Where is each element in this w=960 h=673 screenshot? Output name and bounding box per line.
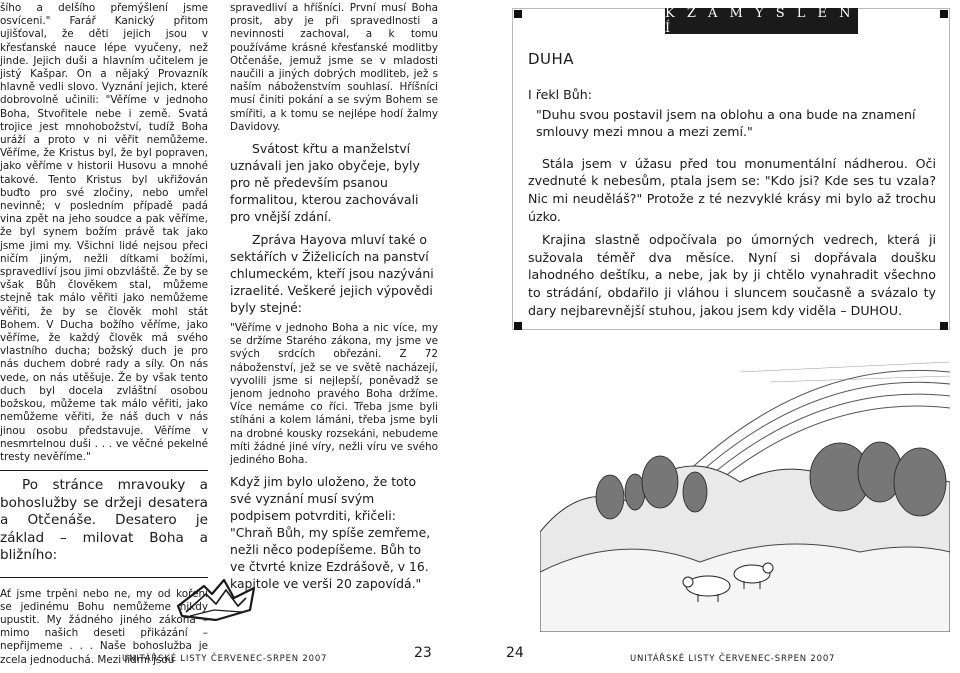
page-number-left: 23	[414, 645, 432, 661]
body-paragraph-large: Svátost křtu a manželství uznávali jen jako obyčeje, byly pro ně především psanou formalitou, kterou zachovávali pro vnější zdání.	[230, 141, 420, 225]
body-paragraph: spravedliví a hříšníci. První musí Boha prosit, aby je při spravedlnosti a nevinnosti zachoval, a k tomu používáme krásné křesťanské modlitby Otčenáše, jemuž jsme se v mladosti naučili a jiných dobrých modliteb, jež s naším náboženstvím souhlasí. Hříšníci musí činiti pokání a se svým Bohem se smířiti, a k tomu se nejlépe hodí žalmy Davidovy.	[230, 2, 438, 133]
corner-square-icon	[940, 322, 948, 330]
pull-quote-text: Po stránce mravouky a bohoslužby se držeji desatera a Otčenáše. Desatero je základ – milovat Boha a bližního:	[0, 477, 208, 564]
page-number-right: 24	[506, 645, 524, 661]
body-paragraph-large: Když jim bylo uloženo, že toto své vyznání musí svým podpisem potvrditi, křičeli: "Chraň Bůh, my spíše zemřeme, nežli něco podepíšeme. Bůh to ve čtvrté knize Ezdrášově, v 16. kapitole ve verši 20 zapovídá."	[230, 474, 431, 592]
column-left-2	[230, 2, 438, 598]
article-body	[528, 86, 936, 325]
corner-square-icon	[514, 322, 522, 330]
body-paragraph: šího a delšího přemýšlení jsme osvíceni." Farář Kanický přitom ujišťoval, že děti jejich jsou v křesťanské nauce lépe vyučeny, než jinde. Jejich duši a hlavním učitelem je jistý Kašpar. On a nějaký Provazník hlavně vedli slovo. Vyznání jejich, které dobrovolně učinili: "Věříme v jednoho Boha, Stvořitele nebe i země. Svatá trojice jest mnohobožství, tudíž Boha uráží a proto v ni věřit nemůžeme. Věříme, že Kristus byl, že byl popraven, jako věříme v historii Husovu a mnohé takové. Tento Kristus byl ukřižován buďto pro své zločiny, nebo umřel nevinně; v posledním případě padá vina zpět na jeho soudce a pak věříme, že byl synem božím právě tak jako jsme jimi my. Všichni lidé nejsou přeci ničím jiným, nežli dítkami božími, spravedliví jsou jimi obzvláště. Že by se však Bůh člověkem stal, můžeme stejně tak málo věřiti jako nemůžeme věřiti, že by se člověk mohl stát Bohem. V Ducha božího věříme, jako věříme, že každý člověk má svého vlastního ducha; božský duch je pro nás duchem dobré rady a síly. On nás vede, on nás utěšuje. Že by však tento duch byl docela zvláštní osobou božskou, můžeme tak málo věřiti, jako nemůžeme věřiti, že náš duch v nás jinou osobu představuje. Věříme v nesmrtelnou duši . . . ve věčné pekelné tresty nevěříme."	[0, 2, 208, 463]
rainbow-landscape-illustration-icon	[540, 332, 950, 632]
section-banner: K Z A M Y Š L E N Í	[665, 8, 858, 34]
article-title: DUHA	[528, 50, 575, 68]
footer-left: UNITÁŘSKÉ LISTY ČERVENEC-SRPEN 2007	[122, 654, 328, 664]
bible-quote: "Duhu svou postavil jsem na oblohu a ona bude na znamení smlouvy mezi mnou a mezi zemí."	[536, 106, 916, 140]
body-paragraph: Krajina slastně odpočívala po úmorných vedrech, která ji sužovala téměř dva měsíce. Nyní si dopřávala doušku lahodného deštíku, a nebe, jak by ji chtělo vynahradit všechno to strádání, obdařilo ji vláhou i sluncem současně a svázalo ty dary nejbarevnější stuhou, jakou jsem kdy viděla – DUHOU.	[528, 232, 936, 318]
body-paragraph: Ať jsme trpěni nebo ne, my od koření se jedinému Bohu nemůžeme nikdy upustit. My žádného jiného zákona – mimo našich deseti přikázání – nepřijmeme . . . Naše bohoslužba je zcela jednoduchá. Mezi lidmi jsou	[0, 587, 208, 666]
corner-square-icon	[514, 10, 522, 18]
footer-right: UNITÁŘSKÉ LISTY ČERVENEC-SRPEN 2007	[630, 654, 836, 664]
body-paragraph-large: Zpráva Hayova mluví také o sektářích v Žiželicích na panství chlumeckém, kteří jsou nazýváni izraelité. Veškeré jejich výpovědi byly stejné:	[230, 232, 434, 316]
corner-square-icon	[940, 10, 948, 18]
body-paragraph: "Věříme v jednoho Boha a nic více, my se držíme Starého zákona, my jsme ve svých srdcích obřezáni. Z 72 náboženství, jež se ve světě nacházejí, vyvolili jsme si nejlepší, poněvadž se jenom jednoho pravého Boha držíme. Více nemáme co říci. Třeba jsme byli stíháni a kolem lámáni, třeba jsme byli na drobné kousky rozsekáni, nebudeme míti žádné jiné víry, nežli víru ve svého jediného Boha.	[230, 322, 438, 467]
lead-line: I řekl Bůh:	[528, 87, 593, 102]
column-left-1	[0, 2, 208, 673]
pull-quote	[0, 470, 208, 578]
decorative-crown-ornament-icon	[176, 576, 256, 626]
body-paragraph: Stála jsem v úžasu před tou monumentální nádherou. Oči zvednuté k nebesům, ptala jsem se: "Kdo jsi? Kde ses tu vzala? Nic mi neuděláš?" Protože z té nezvyklé krásy mi bylo až trochu úzko.	[528, 155, 936, 224]
